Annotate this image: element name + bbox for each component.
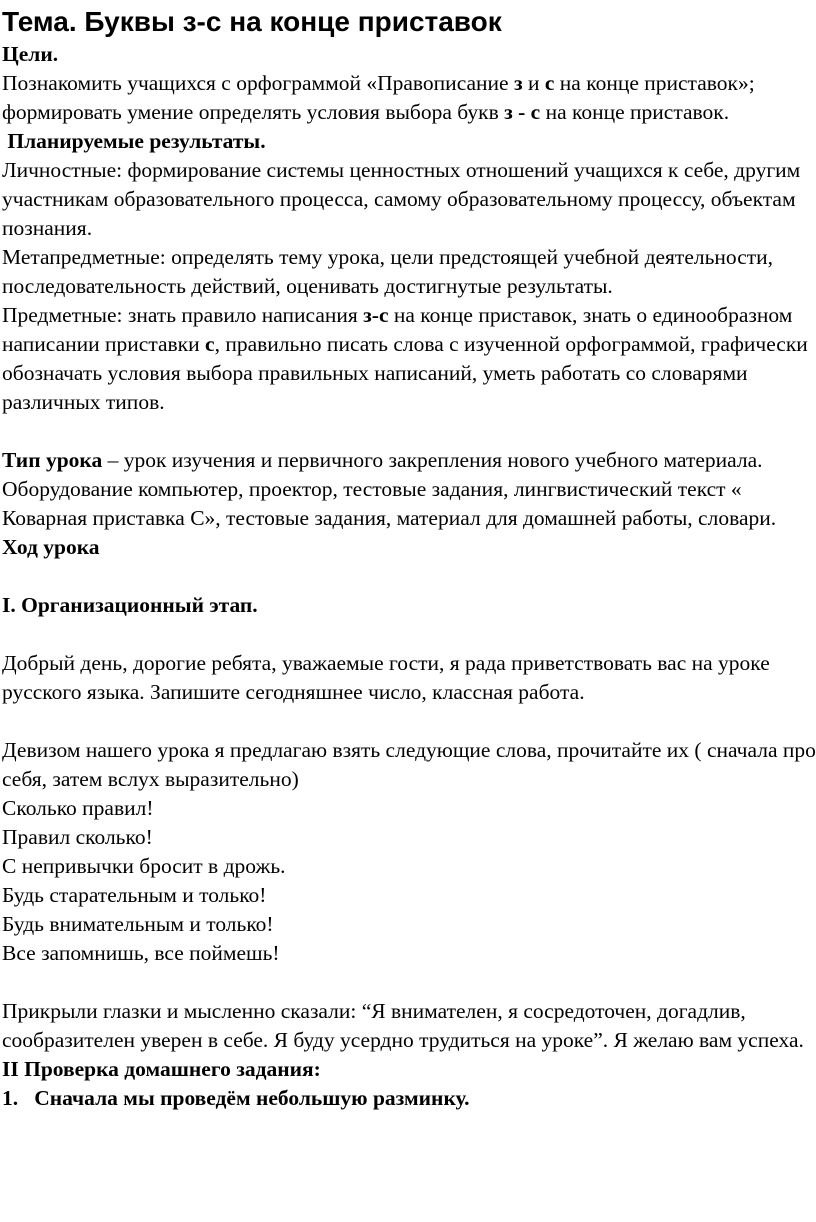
blank-line [2, 968, 816, 997]
goals-text-part: на конце приставок. [540, 100, 730, 124]
goals-text-part: Познакомить учащихся с орфограммой «Правописание [2, 71, 514, 95]
letter-s: с [205, 332, 215, 356]
lesson-type-text: – урок изучения и первичного закрепления нового учебного материала. [102, 448, 763, 472]
letters-z-s: з - с [504, 100, 541, 124]
goals-heading: Цели. [2, 42, 59, 66]
lesson-type-label: Тип урока [2, 448, 103, 472]
meta-results: Метапредметные: определять тему урока, цели предстоящей учебной деятельности, последовательность действий, оценивать достигнутые результаты. [2, 245, 774, 298]
goals-text-part: на конце приставок»; формировать умение определять условия выбора букв [2, 71, 755, 124]
page-title: Тема. Буквы з-с на конце приставок [2, 6, 502, 37]
blank-line [2, 417, 816, 446]
closing-text: Прикрыли глазки и мысленно сказали: “Я внимателен, я сосредоточен, догадлив, сообразителен уверен в себе. Я буду усердно трудиться на уроке”. Я желаю вам успеха. [2, 999, 804, 1052]
results-heading: Планируемые результаты. [7, 129, 266, 153]
subject-results [2, 301, 816, 417]
subject-text-part: , правильно писать слова с изученной орфограммой, графически обозначать условия выбора правильных написаний, уметь работать со словарями различных типов. [2, 332, 808, 414]
blank-line [2, 620, 816, 649]
motto-intro: Девизом нашего урока я предлагаю взять следующие слова, прочитайте их ( сначала про себя, затем вслух выразительно) [2, 738, 816, 791]
subject-text-part: Предметные: знать правило написания [2, 303, 364, 327]
poem-line: С непривычки бросит в дрожь. [2, 854, 286, 878]
personal-results: Личностные: формирование системы ценностных отношений учащихся к себе, другим участникам образовательного процесса, самому образовательному процессу, объектам познания. [2, 158, 801, 240]
letters-z-s: з-с [363, 303, 389, 327]
blank-line [2, 707, 816, 736]
poem-line: Все запомнишь, все поймешь! [2, 941, 280, 965]
poem-line: Сколько правил! [2, 796, 154, 820]
goals-text [2, 69, 816, 127]
subject-text-part: на конце приставок, знать о единообразном написании приставки [2, 303, 793, 356]
greeting-text: Добрый день, дорогие ребята, уважаемые гости, я рада приветствовать вас на уроке русского языка. Запишите сегодняшнее число, классная работа. [2, 651, 770, 704]
blank-line [2, 562, 816, 591]
warmup-number: 1. [2, 1086, 19, 1110]
poem-line: Правил сколько! [2, 825, 153, 849]
stage1-heading: I. Организационный этап. [2, 593, 258, 617]
goals-text-part: и [522, 71, 545, 95]
warmup-text: Сначала мы проведём небольшую разминку. [34, 1086, 470, 1110]
letter-s: с [544, 71, 555, 95]
poem-line: Будь старательным и только! [2, 883, 267, 907]
letter-z: з [513, 71, 523, 95]
warmup-item [2, 1084, 816, 1113]
course-heading: Ход урока [2, 535, 100, 559]
equipment-text: Оборудование компьютер, проектор, тестовые задания, лингвистический текст « Коварная приставка С», тестовые задания, материал для домашней работы, словари. [2, 477, 777, 530]
poem-line: Будь внимательным и только! [2, 912, 274, 936]
stage2-heading: II Проверка домашнего задания: [2, 1057, 321, 1081]
lesson-type [2, 446, 816, 475]
